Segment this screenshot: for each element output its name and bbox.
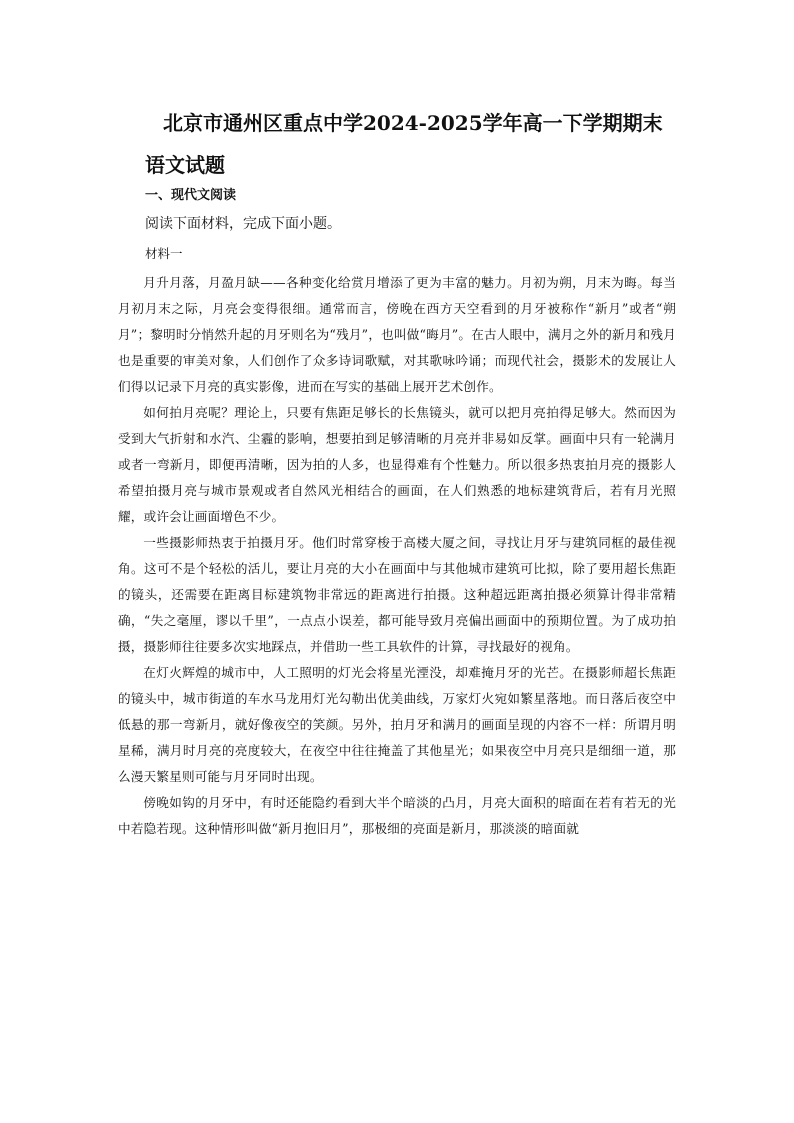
document-title: 北京市通州区重点中学2024-2025学年高一下学期期末语文试题 [145,111,663,177]
material-label: 材料一 [145,246,183,261]
paragraph: 一些摄影师热衷于拍摄月牙。他们时常穿梭于高楼大厦之间，寻找让月牙与建筑同框的最佳视角。这可不是个轻松的活儿，要让月亮的大小在画面中与其他城市建筑可比拟，除了要用超长焦距的镜头，还需要在距离目标建筑物非常远的距离进行拍摄。这种超远距离拍摄必须算计得非常精确，“失之毫厘，谬以千里”，一点点小误差，都可能导致月亮偏出画面中的预期位置。为了成功拍摄，摄影师往往要多次实地踩点，并借助一些工具软件的计算，寻找最好的视角。 [118,535,676,654]
paragraph: 在灯火辉煌的城市中，人工照明的灯光会将星光湮没，却难掩月牙的光芒。在摄影师超长焦距的镜头中，城市街道的车水马龙用灯光勾勒出优美曲线，万家灯火宛如繁星落地。而日落后夜空中低悬的那一弯新月，就好像夜空的笑颜。另外，拍月牙和满月的画面呈现的内容不一样：所谓月明星稀，满月时月亮的亮度较大，在夜空中往往掩盖了其他星光；如果夜空中月亮只是细细一道，那么漫天繁星则可能与月牙同时出现。 [118,665,676,784]
section-heading: 一、现代文阅读 [145,188,237,203]
material-body [118,270,676,842]
paragraph: 傍晚如钩的月牙中，有时还能隐约看到大半个暗淡的凸月，月亮大面积的暗面在若有若无的光中若隐若现。这种情形叫做“新月抱旧月”，那极细的亮面是新月，那淡淡的暗面就 [118,795,676,836]
paragraph: 月升月落，月盈月缺——各种变化给赏月增添了更为丰富的魅力。月初为朔，月末为晦。每当月初月末之际，月亮会变得很细。通常而言，傍晚在西方天空看到的月牙被称作“新月”或者“朔月”；黎明时分悄然升起的月牙则名为“残月”，也叫做“晦月”。在古人眼中，满月之外的新月和残月也是重要的审美对象，人们创作了众多诗词歌赋，对其歌咏吟诵；而现代社会，摄影术的发展让人们得以记录下月亮的真实影像，进而在写实的基础上展开艺术创作。 [118,275,676,394]
reading-instruction: 阅读下面材料，完成下面小题。 [145,216,341,232]
paragraph: 如何拍月亮呢？理论上，只要有焦距足够长的长焦镜头，就可以把月亮拍得足够大。然而因为受到大气折射和水汽、尘霾的影响，想要拍到足够清晰的月亮并非易如反掌。画面中只有一轮满月或者一弯新月，即便再清晰，因为拍的人多，也显得难有个性魅力。所以很多热衷拍月亮的摄影人希望拍摄月亮与城市景观或者自然风光相结合的画面，在人们熟悉的地标建筑背后，若有月光照耀，或许会让画面增色不少。 [118,405,676,524]
